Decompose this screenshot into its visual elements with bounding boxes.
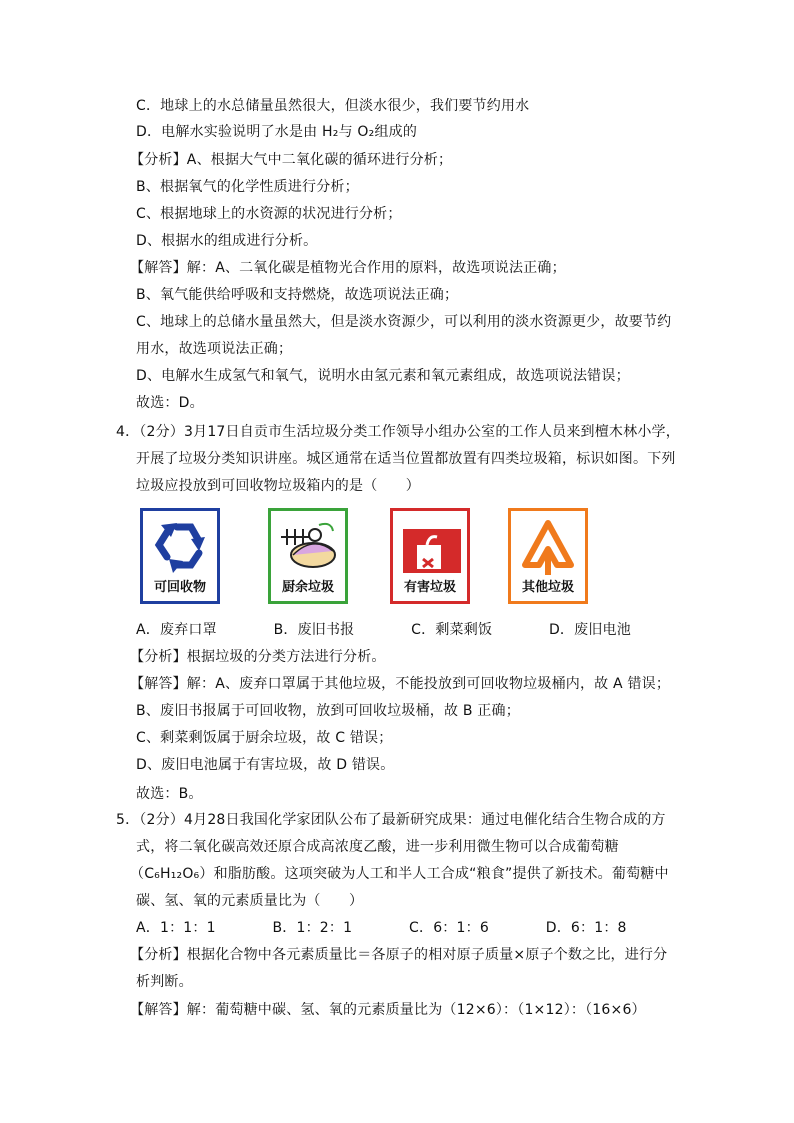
text-line: D．电解水实验说明了水是由 H₂与 O₂组成的 [136, 124, 418, 140]
text-line: 故选：D。 [136, 395, 204, 411]
text-line: 【解答】解：A、废弃口罩属于其他垃圾，不能投放到可回收物垃圾桶内，故 A 错误； [130, 676, 671, 692]
other-waste-bin-sign [508, 508, 588, 604]
text-line: 碳、氢、氧的元素质量比为（ ） [136, 893, 364, 909]
text-line: 故选：B。 [136, 786, 203, 802]
text-line: C、地球上的总储水量虽然大，但是淡水资源少，可以利用的淡水资源更少，故要节约 [136, 314, 672, 330]
text-line: B、废旧书报属于可回收物，放到可回收垃圾桶，故 B 正确； [136, 703, 520, 719]
hazard-icon [397, 515, 463, 579]
bin-label: 厨余垃圾 [281, 580, 334, 595]
text-line: 【解答】解：A、二氧化碳是植物光合作用的原料，故选项说法正确； [130, 260, 566, 276]
bin-label: 可回收物 [153, 580, 206, 595]
text-line: 析判断。 [136, 974, 193, 990]
text-line: C、剩菜剩饭属于厨余垃圾，故 C 错误； [136, 730, 393, 746]
text-line: B、根据氧气的化学性质进行分析； [136, 179, 359, 195]
text-line: C、根据地球上的水资源的状况进行分析； [136, 206, 402, 222]
text-line: D、根据水的组成进行分析。 [136, 233, 318, 249]
recycle-icon [147, 515, 213, 579]
text-line: D、电解水生成氢气和氧气，说明水由氢元素和氧元素组成，故选项说法错误； [136, 368, 630, 384]
bin-label: 有害垃圾 [403, 580, 456, 595]
text-line: 式，将二氧化碳高效还原合成高浓度乙酸，进一步利用微生物可以合成葡萄糖 [136, 839, 619, 855]
text-line: 垃圾应投放到可回收物垃圾箱内的是（ ） [136, 478, 420, 494]
bin-label: 其他垃圾 [521, 580, 574, 595]
fish-bone-icon [275, 515, 341, 579]
recyclable-bin-sign [140, 508, 220, 604]
garbage-bin-signs [140, 508, 600, 608]
answer-options: A．1：1：1 B．1：2：1 C．6：1：6 D．6：1：8 [136, 920, 627, 936]
answer-options: A．废弃口罩 B．废旧书报 C．剩菜剩饭 D．废旧电池 [136, 622, 631, 638]
text-line: 【分析】A、根据大气中二氧化碳的循环进行分析； [130, 152, 453, 168]
text-line: D、废旧电池属于有害垃圾，故 D 错误。 [136, 757, 395, 773]
text-line: 开展了垃圾分类知识讲座。城区通常在适当位置都放置有四类垃圾箱，标识如图。下列 [136, 451, 676, 467]
text-line: C．地球上的水总储量虽然很大，但淡水很少，我们要节约用水 [136, 98, 530, 114]
question-4-stem: 4．（2分）3月17日自贡市生活垃圾分类工作领导小组办公室的工作人员来到檀木林小学， [116, 424, 680, 440]
other-waste-icon [515, 515, 581, 579]
text-line: 【解答】解：葡萄糖中碳、氢、氧的元素质量比为（12×6）：（1×12）：（16×6） [130, 1002, 646, 1018]
text-line: 【分析】根据化合物中各元素质量比＝各原子的相对原子质量×原子个数之比，进行分 [130, 947, 668, 963]
question-5-stem: 5．（2分）4月28日我国化学家团队公布了最新研究成果：通过电催化结合生物合成的方 [116, 812, 666, 828]
hazardous-bin-sign [390, 508, 470, 604]
text-line: （C₆H₁₂O₆）和脂肪酸。这项突破为人工和半人工合成“粮食”提供了新技术。葡萄糖中 [130, 866, 669, 882]
text-line: 用水，故选项说法正确； [136, 341, 293, 357]
kitchen-waste-bin-sign [268, 508, 348, 604]
text-line: B、氧气能供给呼吸和支持燃烧，故选项说法正确； [136, 287, 459, 303]
text-line: 【分析】根据垃圾的分类方法进行分析。 [130, 649, 386, 665]
